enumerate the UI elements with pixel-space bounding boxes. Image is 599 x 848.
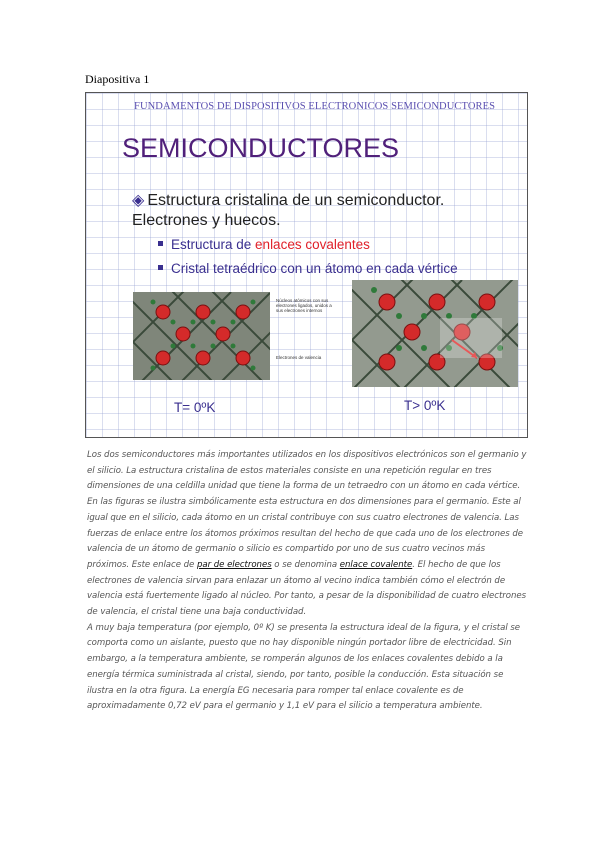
crystal-lattice-image-warm (352, 280, 518, 387)
highlight-enlace-covalente: enlace covalente (339, 559, 413, 570)
page-label: Diapositiva 1 (85, 72, 150, 86)
lattice-graphic (133, 292, 270, 380)
caption-warm: T> 0ºK (404, 398, 446, 413)
main-bullet (132, 191, 522, 231)
lattice-graphic (352, 280, 518, 387)
crystal-lattice-image-cold (133, 292, 270, 380)
square-bullet-icon (158, 265, 163, 270)
sub-bullet-1-prefix: Estructura de (171, 237, 256, 252)
slide-thumbnail (85, 92, 528, 438)
slide-header: FUNDAMENTOS DE DISPOSITIVOS ELECTRONICOS SEMICONDUCTORES (134, 101, 496, 112)
paragraph-1-part-b: o se denomina (271, 559, 340, 570)
highlight-par-de-electrones: par de electrones (196, 559, 272, 570)
square-bullet-icon (158, 241, 163, 246)
main-bullet-text: Estructura cristalina de un semiconductor. Electrones y huecos. (132, 192, 445, 229)
body-text (87, 448, 527, 715)
paragraph-1 (87, 448, 527, 621)
paragraph-2: A muy baja temperatura (por ejemplo, 0º K) se presenta la estructura ideal de la figura, y el cristal se comporta como un aislante, puesto que no hay disponible ningún portador libre de electricidad. Sin embargo, a la temperatura ambiente, se romperán algunos de los enlaces covalentes debido a la energía térmica suministrada al cristal, siendo, por tanto, posible la conducción. Esta situación se ilustra en la otra figura. La energía EG necesaria para romper tal enlace covalente es de aproximadamente 0,72 eV para el germanio y 1,1 eV para el silicio a temperatura ambiente. (87, 622, 521, 712)
paragraph-1-part-a: Los dos semiconductores más importantes utilizados en los dispositivos electrónicos son el germanio y el silicio. La estructura cristalina de estos materiales consiste en una repetición regular en tres dimensiones de una celdilla unidad que tiene la forma de un tetraedro con un átomo en cada vértice. En las figuras se ilustra simbólicamente esta estructura en dos dimensiones para el germanio. Este al igual que en el silicio, cada átomo en un cristal contribuye con sus cuatro electrones de valencia. Las fuerzas de enlace entre los átomos próximos resultan del hecho de que cada uno de los electrones de valencia de un átomo de germanio o silicio es compartido por uno de sus cuatro vecinos más próximos. Este enlace de (87, 450, 527, 570)
diamond-bullet-icon: ◈ (132, 192, 145, 209)
slide-title: SEMICONDUCTORES (122, 133, 400, 163)
sub-bullet-1-highlight: enlaces covalentes (255, 237, 370, 252)
figure-note-valence: Electrones de valencia (276, 355, 322, 360)
paragraph-1-part-c: . El hecho de que los electrones de valencia sirvan para enlazar un átomo al vecino indica también cómo el electrón de valencia está fuertemente ligado al núcleo. Por tanto, a pesar de la disponibilidad de cuatro electrones de valencia, el cristal tiene una baja conductividad. (87, 559, 527, 618)
sub-bullet-2-text: Cristal tetraédrico con un átomo en cada vértice (171, 261, 458, 276)
sub-bullet-2 (158, 261, 458, 276)
caption-cold: T= 0ºK (174, 400, 216, 415)
figure-note-nuclei: Núcleos atómicos con sus electrones ligados, unidos a sus electrones internos (276, 298, 332, 313)
sub-bullet-1 (158, 237, 370, 252)
